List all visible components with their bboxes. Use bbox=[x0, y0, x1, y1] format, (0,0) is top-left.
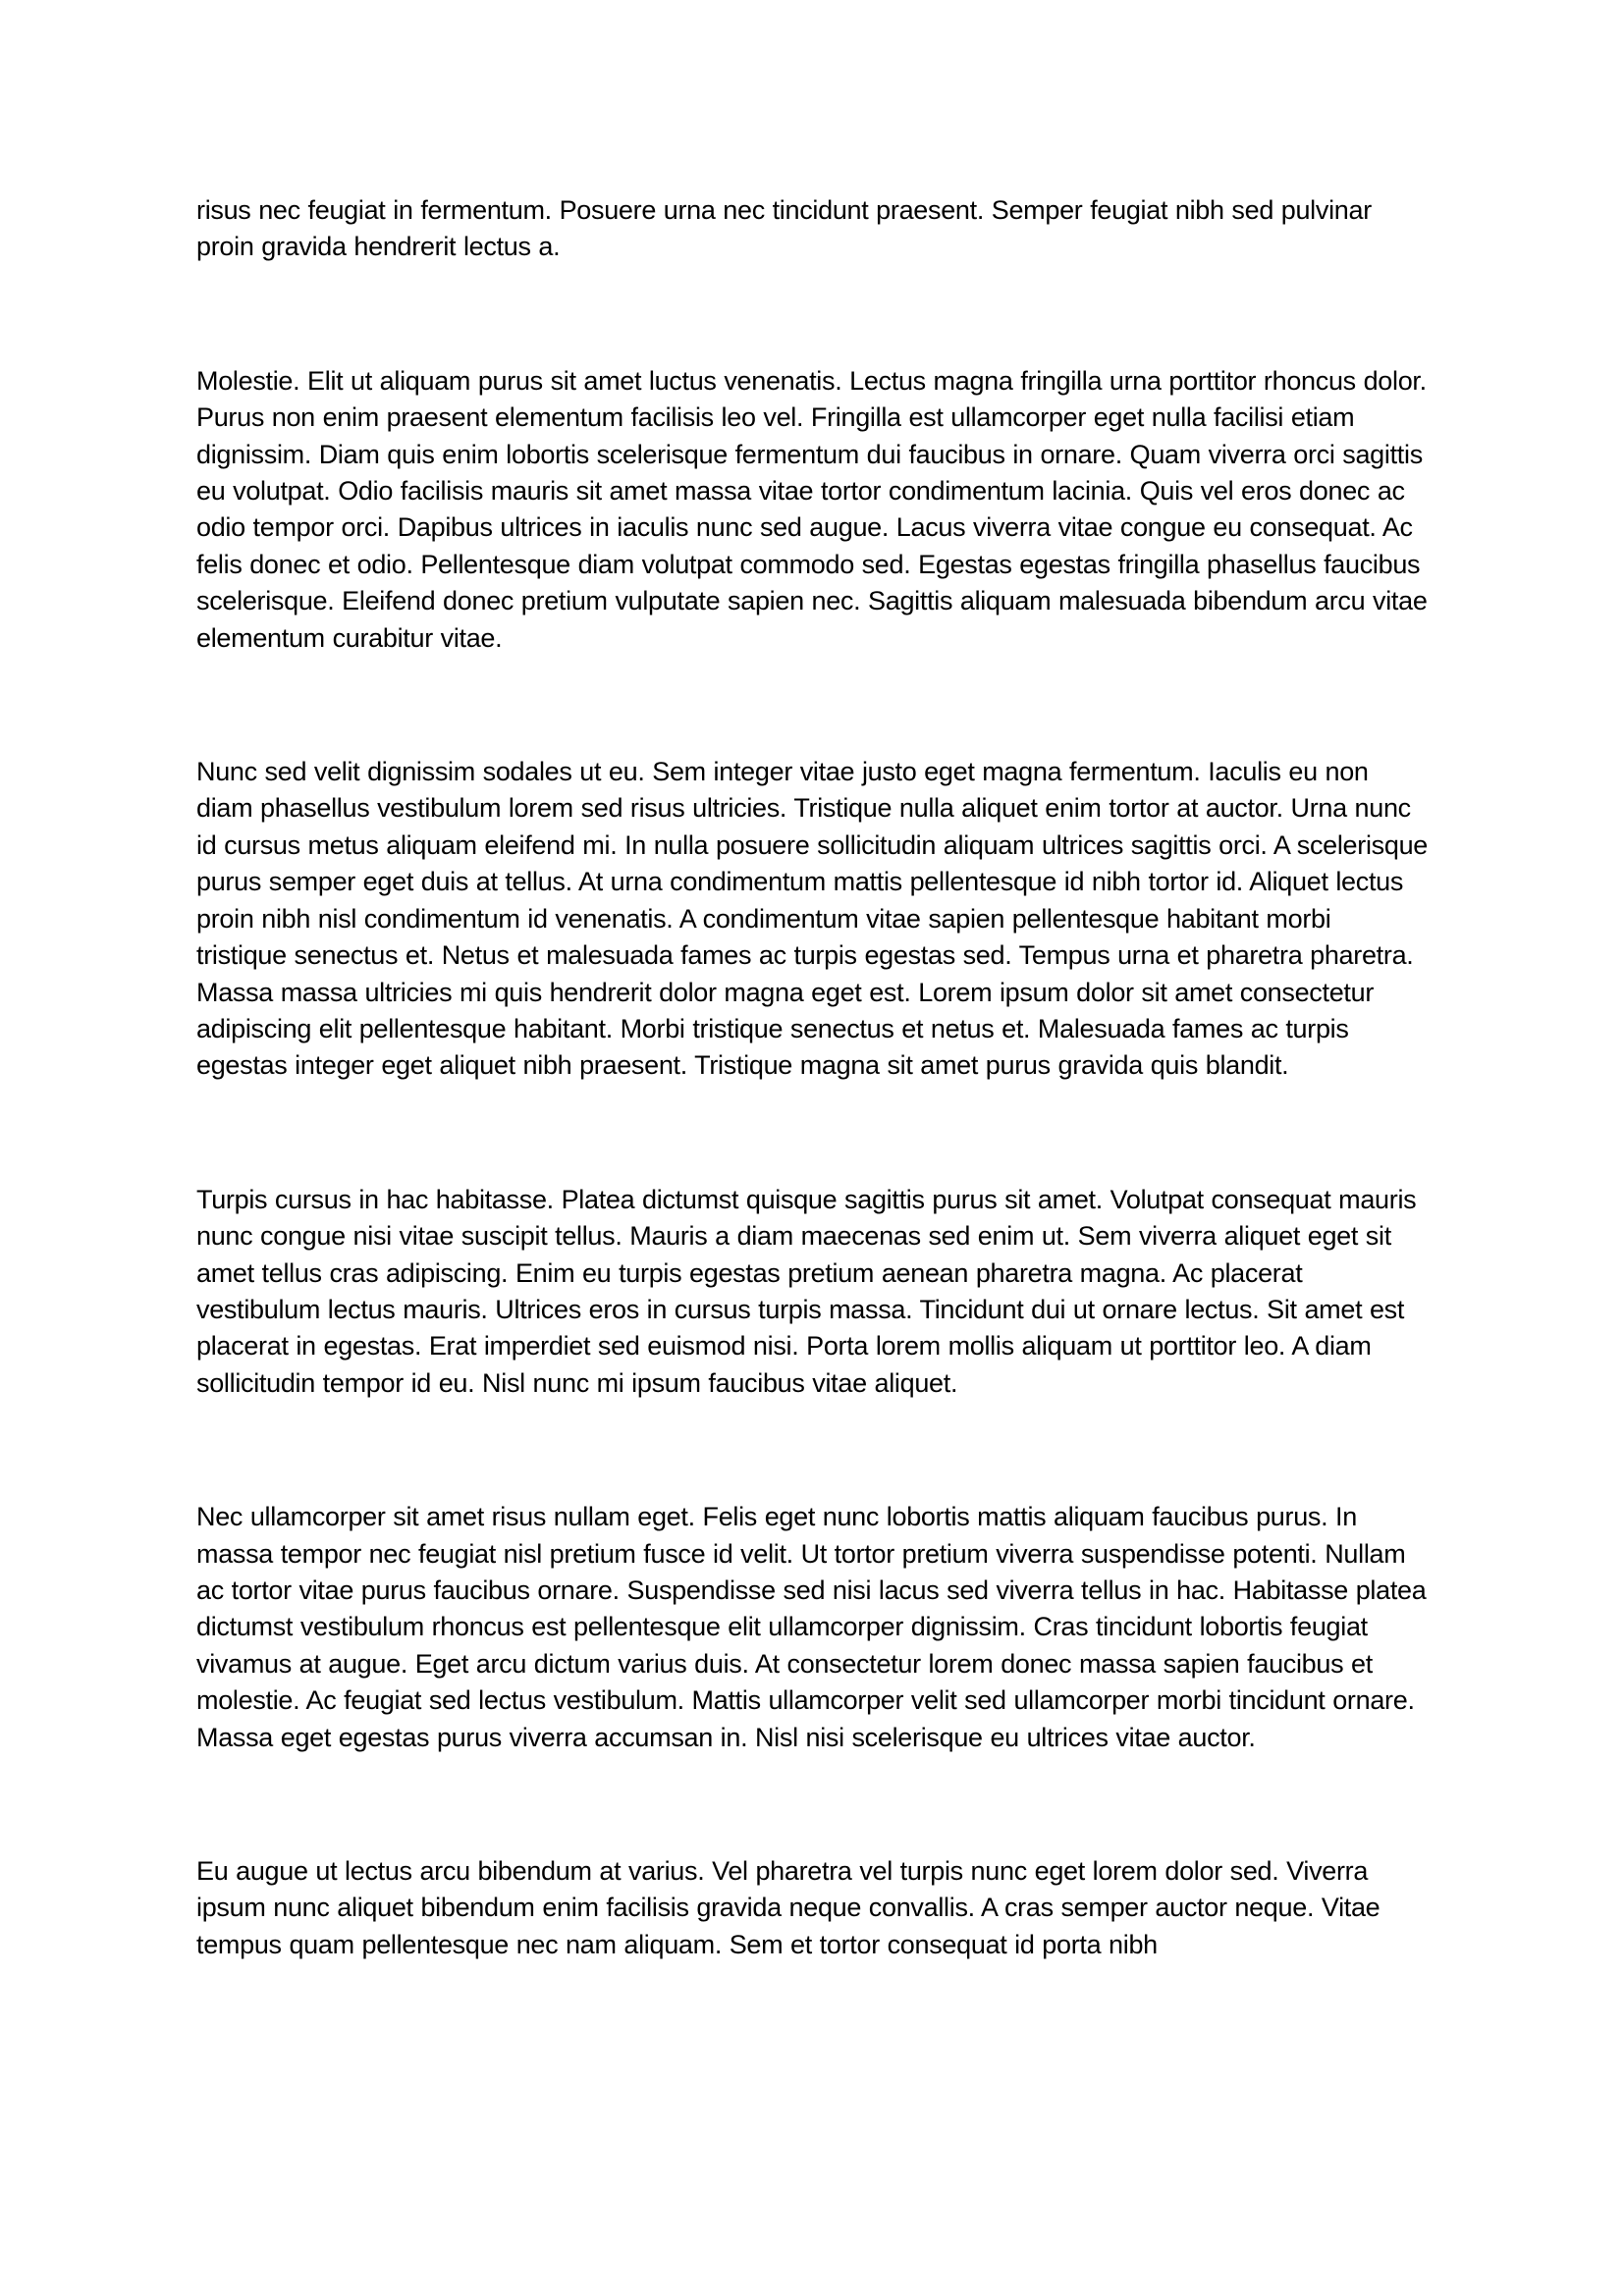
paragraph-4: Turpis cursus in hac habitasse. Platea dictumst quisque sagittis purus sit amet. Volutpat consequat mauris nunc congue nisi vitae suscipit tellus. Mauris a diam maecenas sed enim ut. Sem viverra aliquet eget sit amet tellus cras adipiscing. Enim eu turpis egestas pretium aenean pharetra magna. Ac placerat vestibulum lectus mauris. Ultrices eros in cursus turpis massa. Tincidunt dui ut ornare lectus. Sit amet est placerat in egestas. Erat imperdiet sed euismod nisi. Porta lorem mollis aliquam ut porttitor leo. A diam sollicitudin tempor id eu. Nisl nunc mi ipsum faucibus vitae aliquet. bbox=[196, 1184, 1417, 1398]
paragraph-2: Molestie. Elit ut aliquam purus sit amet luctus venenatis. Lectus magna fringilla urna porttitor rhoncus dolor. Purus non enim praesent elementum facilisis leo vel. Fringilla est ullamcorper eget nulla facilisi etiam dignissim. Diam quis enim lobortis scelerisque fermentum dui faucibus in ornare. Quam viverra orci sagittis eu volutpat. Odio facilisis mauris sit amet massa vitae tortor condimentum lacinia. Quis vel eros donec ac odio tempor orci. Dapibus ultrices in iaculis nunc sed augue. Lacus viverra vitae congue eu consequat. Ac felis donec et odio. Pellentesque diam volutpat commodo sed. Egestas egestas fringilla phasellus faucibus scelerisque. Eleifend donec pretium vulputate sapien nec. Sagittis aliquam malesuada bibendum arcu vitae elementum curabitur vitae. bbox=[196, 365, 1428, 653]
paragraph-3: Nunc sed velit dignissim sodales ut eu. Sem integer vitae justo eget magna fermentum. Iaculis eu non diam phasellus vestibulum lorem sed risus ultricies. Tristique nulla aliquet enim tortor at auctor. Urna nunc id cursus metus aliquam eleifend mi. In nulla posuere sollicitudin aliquam ultrices sagittis orci. A scelerisque purus semper eget duis at tellus. At urna condimentum mattis pellentesque id nibh tortor id. Aliquet lectus proin nibh nisl condimentum id venenatis. A condimentum vitae sapien pellentesque habitant morbi tristique senectus et. Netus et malesuada fames ac turpis egestas sed. Tempus urna et pharetra pharetra. Massa massa ultricies mi quis hendrerit dolor magna eget est. Lorem ipsum dolor sit amet consectetur adipiscing elit pellentesque habitant. Morbi tristique senectus et netus et. Malesuada fames ac turpis egestas integer eget aliquet nibh praesent. Tristique magna sit amet purus gravida quis blandit. bbox=[196, 757, 1429, 1081]
paragraph-6-continues-next-page: Eu augue ut lectus arcu bibendum at varius. Vel pharetra vel turpis nunc eget lorem dolor sed. Viverra ipsum nunc aliquet bibendum enim facilisis gravida neque convallis. A cras semper auctor neque. Vitae tempus quam pellentesque nec nam aliquam. Sem et tortor consequat id porta nibh bbox=[196, 1856, 1380, 1959]
paragraph-1-continued-from-previous-page: risus nec feugiat in fermentum. Posuere urna nec tincidunt praesent. Semper feugiat nibh sed pulvinar proin gravida hendrerit lectus a. bbox=[196, 195, 1372, 262]
paragraph-5: Nec ullamcorper sit amet risus nullam eget. Felis eget nunc lobortis mattis aliquam faucibus purus. In massa tempor nec feugiat nisl pretium fusce id velit. Ut tortor pretium viverra suspendisse potenti. Nullam ac tortor vitae purus faucibus ornare. Suspendisse sed nisi lacus sed viverra tellus in hac. Habitasse platea dictumst vestibulum rhoncus est pellentesque elit ullamcorper dignissim. Cras tincidunt lobortis feugiat vivamus at augue. Eget arcu dictum varius duis. At consectetur lorem donec massa sapien faucibus et molestie. Ac feugiat sed lectus vestibulum. Mattis ullamcorper velit sed ullamcorper morbi tincidunt ornare. Massa eget egestas purus viverra accumsan in. Nisl nisi scelerisque eu ultrices vitae auctor. bbox=[196, 1502, 1427, 1752]
document-text-block bbox=[196, 192, 1428, 1963]
